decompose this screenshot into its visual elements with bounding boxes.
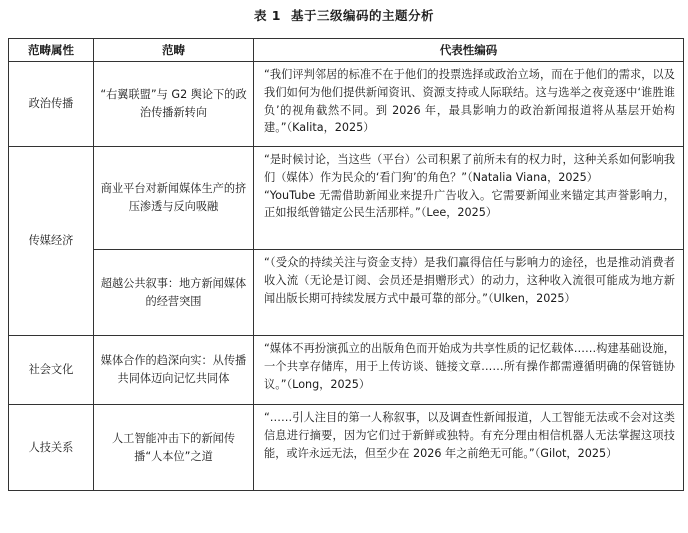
header-category: 范畴 xyxy=(94,39,254,62)
code-quote: “媒体不再扮演孤立的出版角色而开始成为共享性质的记忆载体……构建基础设施，一个共享存储库，用于上传访谈、链接文章……所有操作都需遵循明确的保管链协议。”（Long，2025） xyxy=(264,342,675,391)
attribute-cell: 社会文化 xyxy=(9,336,94,405)
code-quote: “（受众的持续关注与资金支持）是我们赢得信任与影响力的途径，也是推动消费者收入流（无论是订阅、会员还是捐赠形式）的动力，这种收入流很可能成为地方新闻出版长期可持续发展方式中最可靠的部分。”（Ulken，2025） xyxy=(264,256,675,305)
table-header-row xyxy=(9,39,684,62)
table-row xyxy=(9,147,684,250)
code-cell xyxy=(254,62,684,147)
code-quote: “是时候讨论，当这些（平台）公司积累了前所未有的权力时，这种关系如何影响我们（媒体）作为民众的‘看门狗’的角色？”（Natalia Viana，2025） xyxy=(264,153,675,184)
code-quote: “YouTube 无需借助新闻业来提升广告收入。它需要新闻业来锚定其声誉影响力，正如报纸曾锚定公民生活那样。”（Lee，2025） xyxy=(264,188,675,220)
attribute-cell: 人技关系 xyxy=(9,405,94,491)
table-row xyxy=(9,62,684,147)
code-cell xyxy=(254,250,684,336)
code-cell xyxy=(254,336,684,405)
header-category-attribute: 范畴属性 xyxy=(9,39,94,62)
table-caption-title: 基于三级编码的主题分析 xyxy=(291,8,435,23)
category-cell: 媒体合作的趋深向实：从传播共同体迈向记忆共同体 xyxy=(94,336,254,405)
table-caption-label: 表 1 xyxy=(253,8,282,23)
category-cell: “右翼联盟”与 G2 舆论下的政治传播新转向 xyxy=(94,62,254,147)
thematic-analysis-table xyxy=(8,38,684,491)
table-row xyxy=(9,405,684,491)
code-cell xyxy=(254,405,684,491)
attribute-cell: 政治传播 xyxy=(9,62,94,147)
category-cell: 超越公共叙事：地方新闻媒体的经营突围 xyxy=(94,250,254,336)
code-cell xyxy=(254,147,684,250)
table-caption xyxy=(0,6,688,24)
code-quote: “我们评判邻居的标准不在于他们的投票选择或政治立场，而在于他们的需求，以及我们如何为他们提供新闻资讯、资源支持或人际联结。这与选举之夜竞逐中‘谁胜谁负’的视角截然不同。到 2026 年，最具影响力的政治新闻报道将从基层开始构建。”（Kalita，2025） xyxy=(264,68,675,135)
category-cell: 商业平台对新闻媒体生产的挤压渗透与反向吸融 xyxy=(94,147,254,250)
code-quote: “……引人注目的第一人称叙事，以及调查性新闻报道，人工智能无法或不会对这类信息进行摘要，因为它们过于新鲜或独特。有充分理由相信机器人无法掌握这项技能，或许永远无法，但至少在 2026 年之前绝无可能。”（Gilot，2025） xyxy=(264,411,675,460)
header-representative-codes: 代表性编码 xyxy=(254,39,684,62)
category-cell: 人工智能冲击下的新闻传播“人本位”之道 xyxy=(94,405,254,491)
table-row xyxy=(9,250,684,336)
table-row xyxy=(9,336,684,405)
attribute-cell: 传媒经济 xyxy=(9,147,94,336)
